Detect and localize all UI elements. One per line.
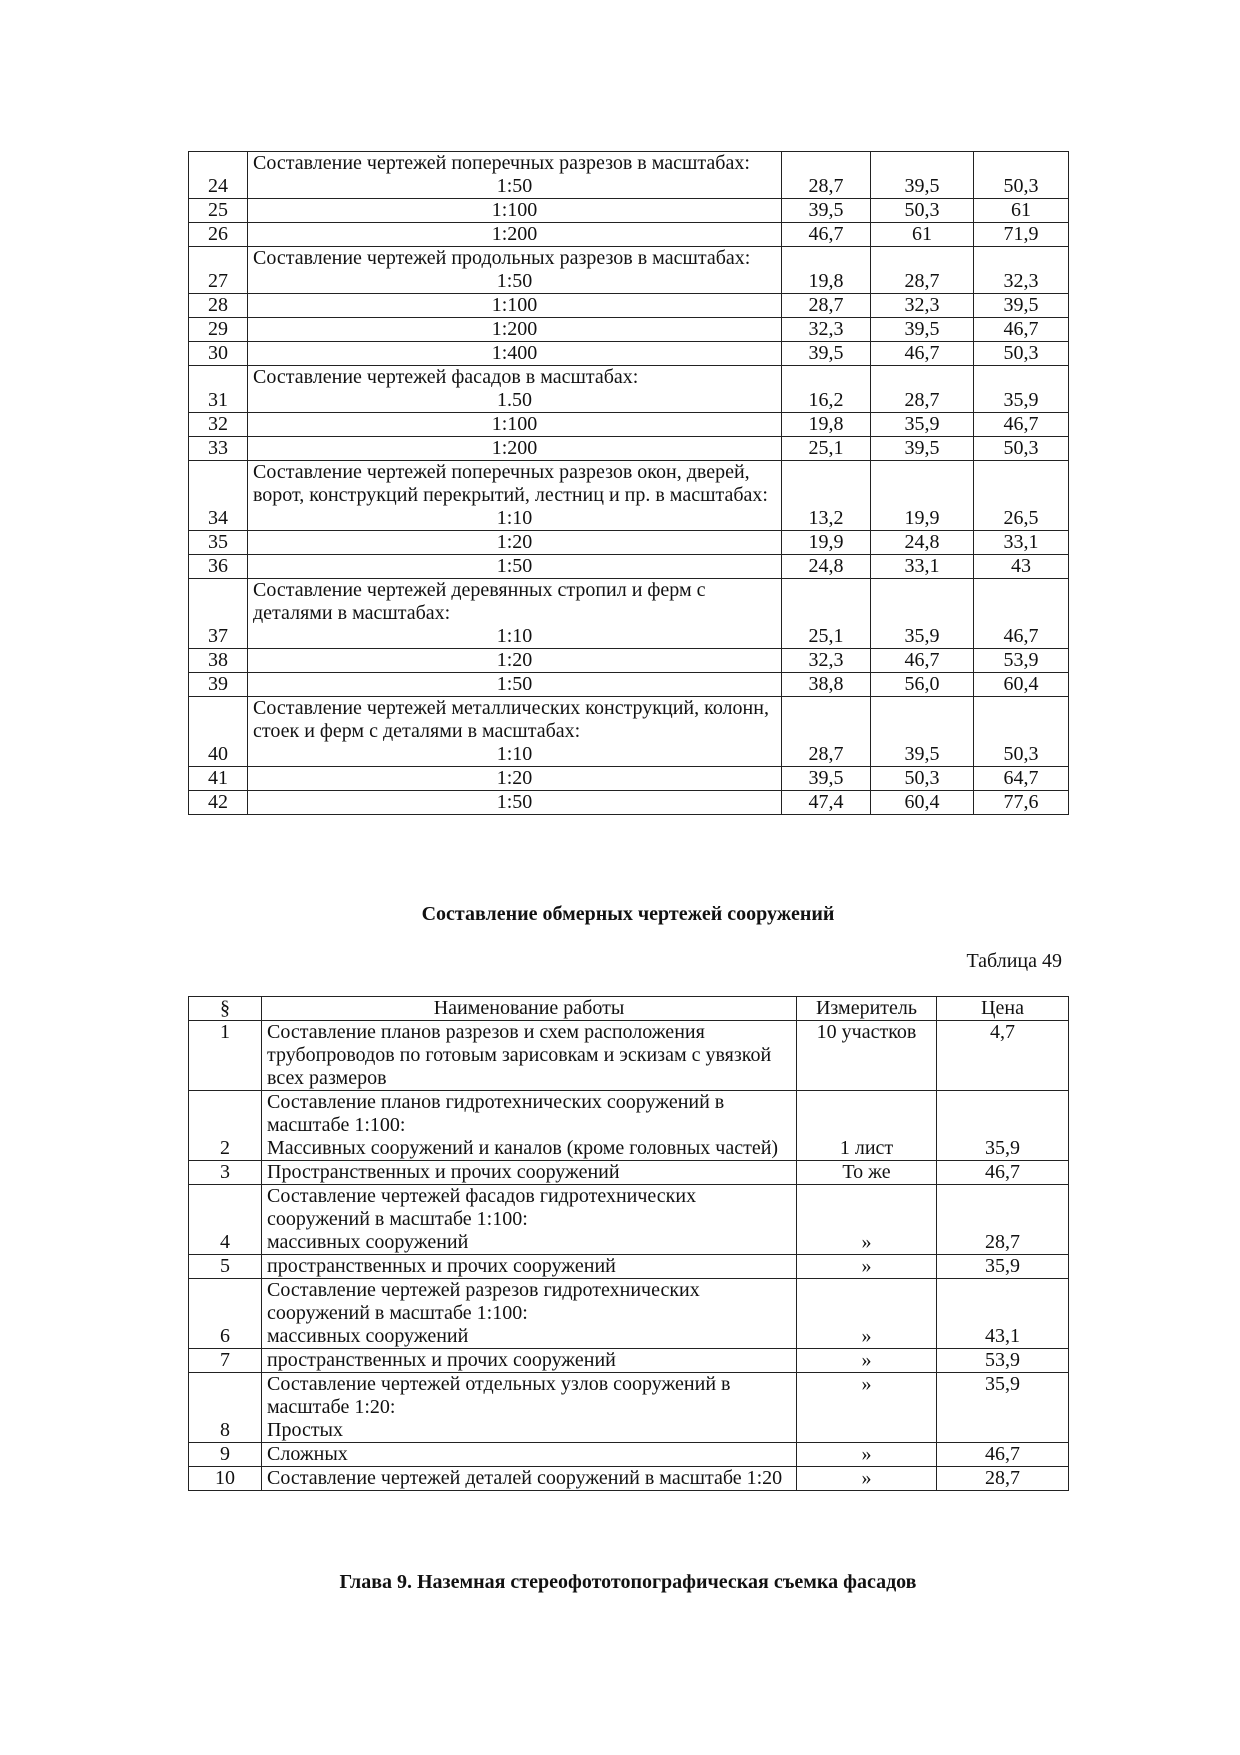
price-v1: 28,7	[782, 697, 871, 767]
work-name-cell	[262, 1279, 797, 1349]
row-number: 35	[189, 531, 248, 555]
price-v1: 32,3	[782, 318, 871, 342]
work-description-cell	[248, 413, 782, 437]
work-name: Сложных	[267, 1443, 348, 1465]
scale-value: 1:200	[491, 223, 538, 245]
table-row	[189, 1349, 1069, 1373]
col-header-work-name: Наименование работы	[262, 997, 797, 1021]
price-v1: 13,2	[782, 461, 871, 531]
table-row	[189, 1443, 1069, 1467]
price-v3: 46,7	[974, 413, 1069, 437]
work-description-cell	[248, 223, 782, 247]
group-description: Составление чертежей разрезов гидротехнических сооружений в масштабе 1:100:	[267, 1279, 700, 1324]
work-description-cell	[248, 437, 782, 461]
work-description-cell	[248, 366, 782, 413]
price-cell: 35,9	[937, 1091, 1069, 1161]
price-v1: 16,2	[782, 366, 871, 413]
work-description-cell	[248, 318, 782, 342]
row-number: 31	[189, 366, 248, 413]
price-v2: 39,5	[871, 697, 974, 767]
group-description: Составление чертежей фасадов в масштабах:	[253, 366, 639, 388]
price-v3: 77,6	[974, 791, 1069, 815]
section-title: Составление обмерных чертежей сооружений	[421, 903, 835, 925]
table-number-label: Таблица 49	[966, 950, 1062, 972]
row-number: 37	[189, 579, 248, 649]
row-number: 25	[189, 199, 248, 223]
price-v3: 39,5	[974, 294, 1069, 318]
scale-value: 1:100	[491, 294, 538, 316]
table-row	[189, 342, 1069, 366]
work-description-cell	[248, 152, 782, 199]
work-name-cell	[262, 1373, 797, 1443]
work-description-cell	[248, 673, 782, 697]
unit-cell: »	[797, 1255, 937, 1279]
work-name: Составление планов разрезов и схем расположения трубопроводов по готовым зарисовкам и эскизам с увязкой всех размеров	[267, 1021, 772, 1089]
scale-value: 1:10	[496, 507, 533, 529]
group-description: Составление чертежей деревянных стропил и ферм с деталями в масштабах:	[253, 579, 706, 624]
work-description-cell	[248, 791, 782, 815]
work-name-cell	[262, 1349, 797, 1373]
scale-value: 1:200	[491, 437, 538, 459]
row-number: 7	[189, 1349, 262, 1373]
price-v3: 64,7	[974, 767, 1069, 791]
price-v2: 61	[871, 223, 974, 247]
scale-value: 1:50	[496, 270, 533, 292]
table-row	[189, 1161, 1069, 1185]
table-row	[189, 223, 1069, 247]
unit-cell: »	[797, 1185, 937, 1255]
price-v2: 24,8	[871, 531, 974, 555]
work-name: пространственных и прочих сооружений	[267, 1255, 616, 1277]
group-description: Составление планов гидротехнических сооружений в масштабе 1:100:	[267, 1091, 725, 1136]
price-v2: 39,5	[871, 152, 974, 199]
work-name: Составление чертежей деталей сооружений в масштабе 1:20	[267, 1467, 783, 1489]
scale-value: 1:50	[496, 673, 533, 695]
price-v3: 60,4	[974, 673, 1069, 697]
table-row	[189, 294, 1069, 318]
row-number: 33	[189, 437, 248, 461]
price-cell: 46,7	[937, 1443, 1069, 1467]
table-row	[189, 247, 1069, 294]
unit-cell: 1 лист	[797, 1091, 937, 1161]
work-name-cell	[262, 1443, 797, 1467]
work-name-cell	[262, 1021, 797, 1091]
scale-value: 1:20	[496, 767, 533, 789]
scale-value: 1:100	[491, 413, 538, 435]
work-name: Простых	[267, 1419, 343, 1441]
measured-drawings-table	[188, 996, 1069, 1491]
work-name: массивных сооружений	[267, 1325, 469, 1347]
price-v3: 33,1	[974, 531, 1069, 555]
price-v3: 61	[974, 199, 1069, 223]
price-v2: 50,3	[871, 767, 974, 791]
row-number: 3	[189, 1161, 262, 1185]
row-number: 5	[189, 1255, 262, 1279]
price-v3: 43	[974, 555, 1069, 579]
table-row	[189, 579, 1069, 649]
table-row	[189, 697, 1069, 767]
unit-cell: 10 участков	[797, 1021, 937, 1091]
price-v2: 35,9	[871, 413, 974, 437]
row-number: 38	[189, 649, 248, 673]
price-v3: 50,3	[974, 342, 1069, 366]
unit-cell: »	[797, 1443, 937, 1467]
table-row	[189, 531, 1069, 555]
work-name: Пространственных и прочих сооружений	[267, 1161, 620, 1183]
scale-value: 1:50	[496, 791, 533, 813]
scale-value: 1:10	[496, 743, 533, 765]
price-v1: 32,3	[782, 649, 871, 673]
work-name: пространственных и прочих сооружений	[267, 1349, 616, 1371]
price-cell: 35,9	[937, 1255, 1069, 1279]
price-v1: 46,7	[782, 223, 871, 247]
group-description: Составление чертежей поперечных разрезов окон, дверей, ворот, конструкций перекрытий, лестниц и пр. в масштабах:	[253, 461, 768, 506]
work-name-cell	[262, 1161, 797, 1185]
row-number: 2	[189, 1091, 262, 1161]
price-v2: 46,7	[871, 342, 974, 366]
work-description-cell	[248, 555, 782, 579]
scale-value: 1:100	[491, 199, 538, 221]
table-row	[189, 1279, 1069, 1349]
price-v1: 24,8	[782, 555, 871, 579]
price-v1: 19,8	[782, 413, 871, 437]
price-v2: 19,9	[871, 461, 974, 531]
price-v3: 35,9	[974, 366, 1069, 413]
price-v3: 71,9	[974, 223, 1069, 247]
row-number: 29	[189, 318, 248, 342]
scale-value: 1:20	[496, 649, 533, 671]
row-number: 36	[189, 555, 248, 579]
work-description-cell	[248, 342, 782, 366]
scale-value: 1.50	[497, 389, 532, 411]
work-description-cell	[248, 461, 782, 531]
price-v1: 19,9	[782, 531, 871, 555]
row-number: 26	[189, 223, 248, 247]
work-description-cell	[248, 247, 782, 294]
price-v3: 46,7	[974, 579, 1069, 649]
table-row	[189, 649, 1069, 673]
price-v2: 56,0	[871, 673, 974, 697]
price-v2: 39,5	[871, 318, 974, 342]
row-number: 4	[189, 1185, 262, 1255]
scale-value: 1:20	[496, 531, 533, 553]
group-description: Составление чертежей фасадов гидротехнических сооружений в масштабе 1:100:	[267, 1185, 697, 1230]
price-cell: 43,1	[937, 1279, 1069, 1349]
scales-price-table	[188, 151, 1069, 815]
table-row	[189, 1021, 1069, 1091]
price-v1: 25,1	[782, 437, 871, 461]
price-v3: 53,9	[974, 649, 1069, 673]
work-description-cell	[248, 531, 782, 555]
work-description-cell	[248, 649, 782, 673]
table-row	[189, 1467, 1069, 1491]
price-v1: 25,1	[782, 579, 871, 649]
scale-value: 1:10	[496, 625, 533, 647]
table-row	[189, 767, 1069, 791]
price-v2: 60,4	[871, 791, 974, 815]
price-v3: 50,3	[974, 152, 1069, 199]
group-description: Составление чертежей продольных разрезов в масштабах:	[253, 247, 751, 269]
price-cell: 35,9	[937, 1373, 1069, 1443]
table-row	[189, 437, 1069, 461]
table-row	[189, 461, 1069, 531]
group-description: Составление чертежей поперечных разрезов в масштабах:	[253, 152, 750, 174]
row-number: 9	[189, 1443, 262, 1467]
price-v2: 39,5	[871, 437, 974, 461]
price-v3: 50,3	[974, 697, 1069, 767]
row-number: 42	[189, 791, 248, 815]
price-v2: 46,7	[871, 649, 974, 673]
unit-cell: »	[797, 1349, 937, 1373]
price-v1: 38,8	[782, 673, 871, 697]
work-name-cell	[262, 1255, 797, 1279]
row-number: 39	[189, 673, 248, 697]
row-number: 24	[189, 152, 248, 199]
table-row	[189, 1091, 1069, 1161]
scale-value: 1:50	[496, 175, 533, 197]
row-number: 40	[189, 697, 248, 767]
price-v3: 46,7	[974, 318, 1069, 342]
table-row	[189, 366, 1069, 413]
row-number: 32	[189, 413, 248, 437]
price-v1: 28,7	[782, 152, 871, 199]
price-cell: 28,7	[937, 1185, 1069, 1255]
price-v3: 26,5	[974, 461, 1069, 531]
table-row	[189, 413, 1069, 437]
work-name-cell	[262, 1091, 797, 1161]
table-row	[189, 1255, 1069, 1279]
measured-drawings-table-body	[189, 1021, 1069, 1491]
table-row	[189, 318, 1069, 342]
scale-value: 1:50	[496, 555, 533, 577]
price-cell: 53,9	[937, 1349, 1069, 1373]
scale-value: 1:400	[491, 342, 538, 364]
price-v1: 28,7	[782, 294, 871, 318]
row-number: 10	[189, 1467, 262, 1491]
table-row	[189, 1185, 1069, 1255]
scales-price-table-body	[189, 152, 1069, 815]
work-name-cell	[262, 1467, 797, 1491]
work-name-cell	[262, 1185, 797, 1255]
price-cell: 4,7	[937, 1021, 1069, 1091]
scale-value: 1:200	[491, 318, 538, 340]
row-number: 30	[189, 342, 248, 366]
work-description-cell	[248, 767, 782, 791]
work-description-cell	[248, 579, 782, 649]
price-v2: 28,7	[871, 366, 974, 413]
unit-cell: »	[797, 1279, 937, 1349]
price-v2: 28,7	[871, 247, 974, 294]
price-v2: 33,1	[871, 555, 974, 579]
price-v1: 19,8	[782, 247, 871, 294]
work-name: массивных сооружений	[267, 1231, 469, 1253]
table-row	[189, 152, 1069, 199]
table-row	[189, 199, 1069, 223]
price-v1: 39,5	[782, 342, 871, 366]
work-description-cell	[248, 697, 782, 767]
unit-cell: »	[797, 1373, 937, 1443]
table-row	[189, 555, 1069, 579]
price-cell: 28,7	[937, 1467, 1069, 1491]
table-row	[189, 791, 1069, 815]
price-v1: 39,5	[782, 199, 871, 223]
table-row	[189, 1373, 1069, 1443]
table-row	[189, 673, 1069, 697]
group-description: Составление чертежей металлических конструкций, колонн, стоек и ферм с деталями в масштабах:	[253, 697, 769, 742]
work-description-cell	[248, 294, 782, 318]
table-header-row	[189, 997, 1069, 1021]
row-number: 28	[189, 294, 248, 318]
row-number: 1	[189, 1021, 262, 1091]
col-header-price: Цена	[937, 997, 1069, 1021]
price-v1: 39,5	[782, 767, 871, 791]
work-description-cell	[248, 199, 782, 223]
price-v3: 32,3	[974, 247, 1069, 294]
group-description: Составление чертежей отдельных узлов сооружений в масштабе 1:20:	[267, 1373, 731, 1418]
row-number: 6	[189, 1279, 262, 1349]
unit-cell: »	[797, 1467, 937, 1491]
row-number: 34	[189, 461, 248, 531]
work-name: Массивных сооружений и каналов (кроме головных частей)	[267, 1137, 779, 1159]
price-v2: 35,9	[871, 579, 974, 649]
col-header-unit: Измеритель	[797, 997, 937, 1021]
col-header-section: §	[189, 997, 262, 1021]
price-v1: 47,4	[782, 791, 871, 815]
price-v2: 50,3	[871, 199, 974, 223]
price-cell: 46,7	[937, 1161, 1069, 1185]
row-number: 41	[189, 767, 248, 791]
price-v2: 32,3	[871, 294, 974, 318]
row-number: 27	[189, 247, 248, 294]
row-number: 8	[189, 1373, 262, 1443]
unit-cell: То же	[797, 1161, 937, 1185]
chapter-title: Глава 9. Наземная стереофототопографическая съемка фасадов	[339, 1571, 917, 1593]
price-v3: 50,3	[974, 437, 1069, 461]
